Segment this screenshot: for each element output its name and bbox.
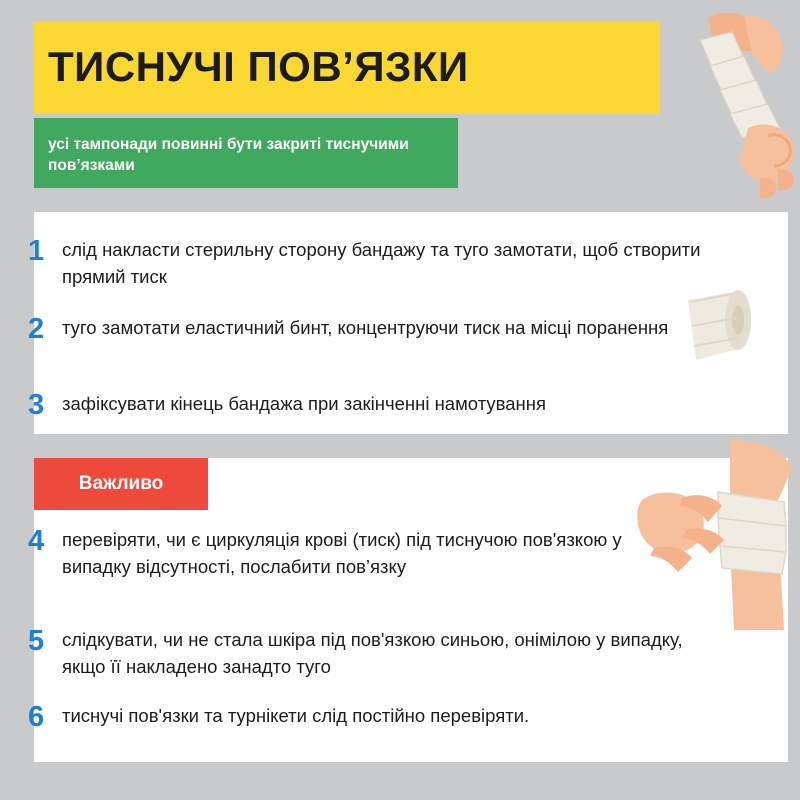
bandage-roll-illustration [672,286,764,376]
step-number: 3 [28,389,45,421]
bandaged-arm-illustration [640,10,800,200]
step-text: зафіксувати кінець бандажа при закінченні намотування [62,393,546,414]
step-text: перевіряти, чи є циркуляція крові (тиск) під тиснучою пов'язкою у випадку відсутності, послабити пов’язку [62,529,622,577]
step-text: туго замотати еластичний бинт, концентруючи тиск на місці поранення [62,317,669,338]
list-item [28,236,728,290]
step-number: 1 [28,235,45,267]
step-number: 6 [28,701,45,733]
step-text: тиснучі пов'язки та турнікети слід постійно перевіряти. [62,705,530,726]
important-label: Важливо [78,473,164,494]
list-item [28,390,748,420]
list-item [28,314,728,344]
list-item [28,702,728,732]
page-title: ТИСНУЧІ ПОВ’ЯЗКИ [48,43,469,90]
important-tab [34,458,208,510]
step-text: слідкувати, чи не стала шкіра під пов'язкою синьою, онімілою у випадку, якщо її накладено занадто туго [62,629,683,677]
step-number: 2 [28,313,45,345]
step-number: 5 [28,625,45,657]
subtitle-text: усі тампонади повинні бути закриті тиснучими пов’язками [48,136,409,174]
step-number: 4 [28,525,45,557]
step-text: слід накласти стерильну сторону бандажу та туго замотати, щоб створити прямий тиск [62,239,701,287]
bandaged-knee-illustration [634,440,800,630]
list-item [28,626,728,680]
list-item [28,526,648,580]
